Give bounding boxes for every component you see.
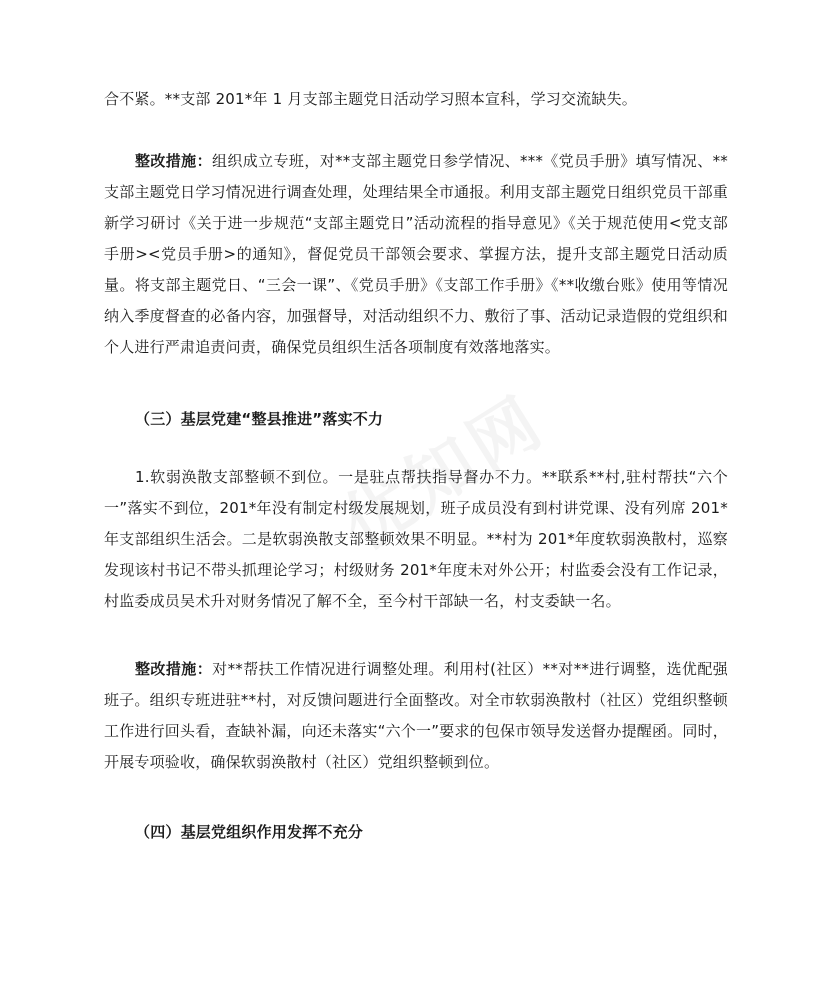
- rectification-label: 整改措施：: [135, 660, 213, 678]
- paragraph-issue-1: 1.软弱涣散支部整顿不到位。一是驻点帮扶指导督办不力。**联系**村,驻村帮扶“六个一”落实不到位，201*年没有制定村级发展规划，班子成员没有到村讲党课、没有列席 201*年支部组织生活会。二是软弱涣散支部整顿效果不明显。**村为 201*年度软弱涣散村，巡察发现该村书记不带头抓理论学习；村级财务 201*年度未对外公开；村监委会没有工作记录，村监委成员吴术升对财务情况了解不全，至今村干部缺一名，村支委缺一名。: [104, 468, 728, 610]
- section-heading-3: （三）基层党建“整县推进”落实不力: [135, 410, 384, 428]
- paragraph-rectification-2: [104, 654, 728, 778]
- paragraph-rectification-1: [104, 146, 728, 363]
- rectification-text: 对**帮扶工作情况进行调整处理。利用村(社区）**对**进行调整，选优配强班子。组织专班进驻**村，对反馈问题进行全面整改。对全市软弱涣散村（社区）党组织整顿工作进行回头看，查缺补漏，向还未落实“六个一”要求的包保市领导发送督办提醒函。同时，开展专项验收，确保软弱涣散村（社区）党组织整顿到位。: [104, 660, 728, 771]
- rectification-text: 组织成立专班，对**支部主题党日参学情况、***《党员手册》填写情况、**支部主题党日学习情况进行调查处理，处理结果全市通报。利用支部主题党日组织党员干部重新学习研讨《关于进一步规范“支部主题党日”活动流程的指导意见》《关于规范使用<党支部手册><党员手册>的通知》，督促党员干部领会要求、掌握方法，提升支部主题党日活动质量。将支部主题党日、“三会一课”、《党员手册》《支部工作手册》《**收缴台账》使用等情况纳入季度督查的必备内容，加强督导，对活动组织不力、敷衍了事、活动记录造假的党组织和个人进行严肃追责问责，确保党员组织生活各项制度有效落地落实。: [104, 152, 728, 356]
- paragraph-continuation: 合不紧。**支部 201*年 1 月支部主题党日活动学习照本宣科，学习交流缺失。: [104, 90, 637, 108]
- section-heading-4: （四）基层党组织作用发挥不充分: [135, 823, 364, 841]
- rectification-label: 整改措施：: [135, 152, 212, 170]
